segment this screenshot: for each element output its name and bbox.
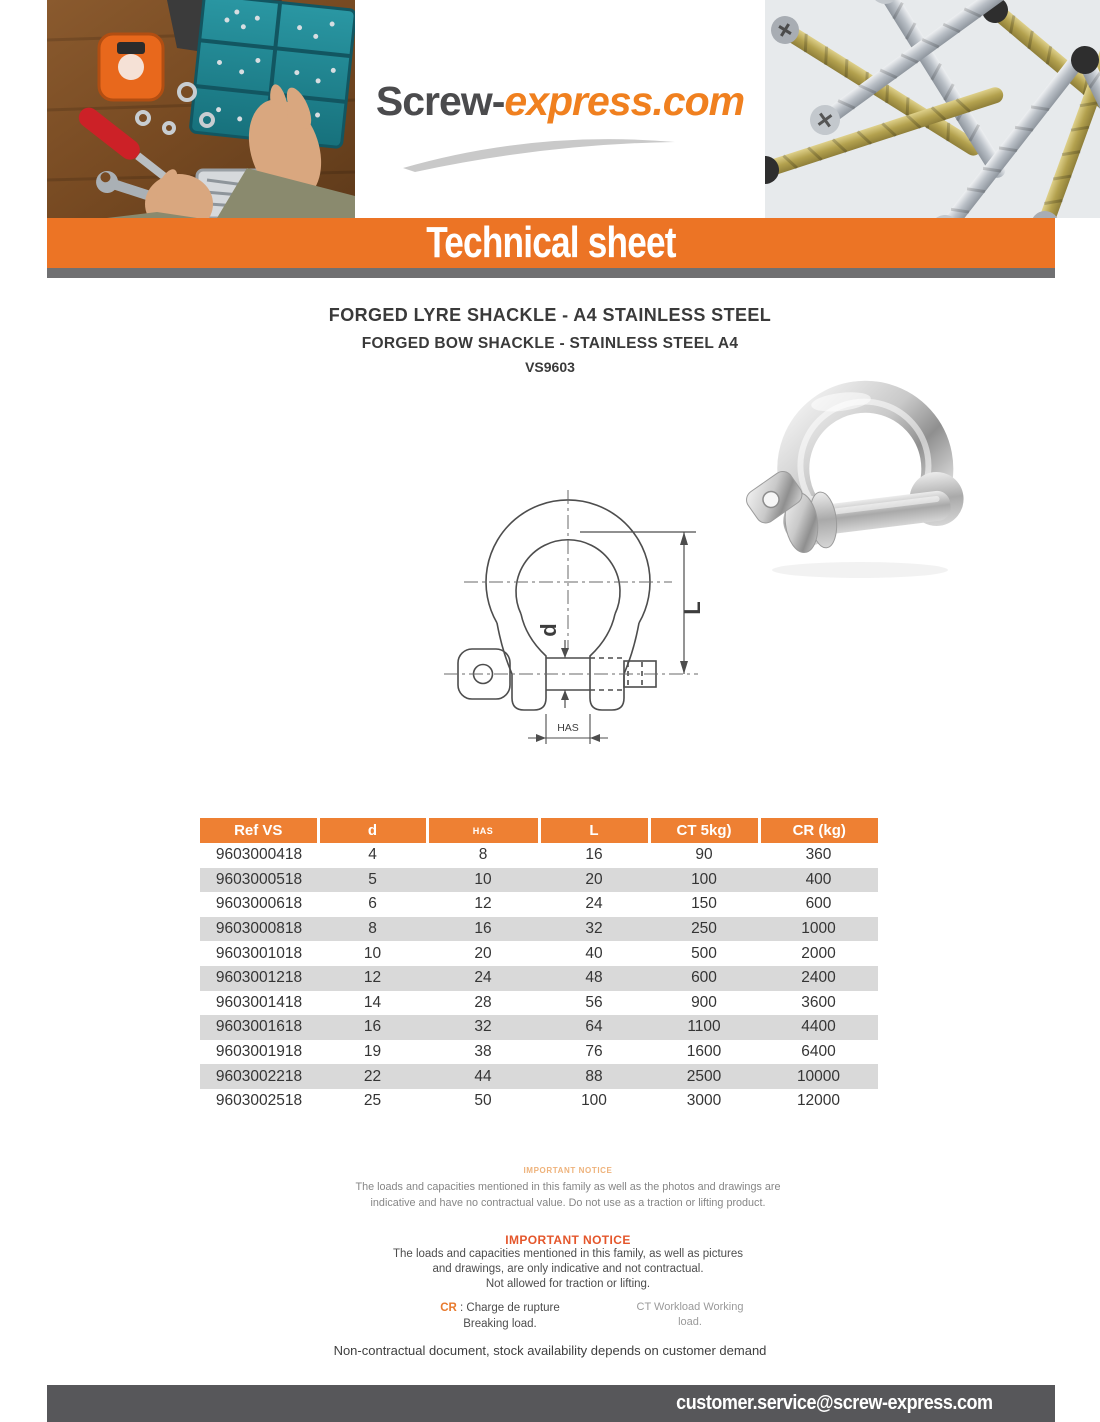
column-header-ref-vs: Ref VS (200, 818, 318, 843)
table-cell: 6 (368, 895, 377, 913)
table-cell: 14 (363, 993, 382, 1011)
column-header-d: d (318, 818, 427, 843)
table-cell: 9603001018 (215, 944, 303, 962)
table-cell: 88 (539, 1064, 649, 1089)
tape-measure (99, 34, 163, 100)
table-cell: 32 (427, 1015, 539, 1040)
table-cell: 8 (478, 846, 488, 864)
screws-photo (765, 0, 1100, 218)
table-cell: 44 (427, 1064, 539, 1089)
product-subtitle: FORGED BOW SHACKLE - STAINLESS STEEL A4 (361, 335, 739, 352)
table-cell: 1100 (649, 1015, 759, 1040)
table-cell: 9603000818 (200, 917, 318, 942)
footer-email: customer.service@screw-express.com (676, 1392, 993, 1414)
column-header-has: HAS (427, 818, 539, 843)
table-cell: 16 (585, 846, 603, 864)
notice-main-line2: and drawings, are only indicative and not contractual. (432, 1263, 704, 1276)
dimensions-table (200, 818, 878, 1114)
table-cell: 1600 (686, 1043, 722, 1061)
table-cell: 9603000418 (215, 846, 303, 864)
table-cell: 38 (474, 1043, 492, 1061)
table-cell: 19 (363, 1043, 382, 1061)
table-cell: 250 (649, 917, 759, 942)
logo-swoosh (395, 128, 695, 172)
table-cell: 100 (649, 868, 759, 893)
dimension-label-l: L (680, 601, 705, 615)
table-row (200, 941, 878, 966)
logo-text (355, 78, 765, 125)
table-cell: 28 (474, 993, 492, 1011)
table-cell: 3000 (686, 1092, 722, 1110)
table-cell: 22 (318, 1064, 427, 1089)
table-cell: 32 (539, 917, 649, 942)
table-cell: 20 (474, 944, 492, 962)
table-row (200, 892, 878, 917)
table-cell: 9603002218 (200, 1064, 318, 1089)
table-cell: 76 (585, 1043, 603, 1061)
notice-main-heading: IMPORTANT NOTICE (505, 1233, 631, 1247)
table-cell: 48 (539, 966, 649, 991)
table-cell: 8 (318, 917, 427, 942)
table-cell: 360 (805, 846, 832, 864)
table-row (200, 1015, 878, 1040)
logo-part-screw: Screw- (375, 78, 505, 124)
table-cell: 9603001418 (215, 993, 303, 1011)
cr-key: CR (440, 1302, 457, 1314)
ct-label-line2: load. (678, 1316, 702, 1329)
product-photo (738, 348, 983, 588)
table-cell: 500 (691, 944, 717, 962)
table-cell: 400 (759, 868, 878, 893)
table-cell: 9603000518 (200, 868, 318, 893)
table-cell: 4400 (759, 1015, 878, 1040)
table-cell: 9603002518 (215, 1092, 303, 1110)
workbench-photo (47, 0, 355, 218)
table-cell: 2400 (759, 966, 878, 991)
table-cell: 5 (318, 868, 427, 893)
table-row (200, 1040, 878, 1065)
table-cell: 2000 (801, 944, 836, 962)
logo-part-express: express.com (504, 78, 745, 124)
divider-bar (47, 268, 1055, 278)
table-cell: 10 (427, 868, 539, 893)
table-row (200, 843, 878, 868)
notice-faded-heading: IMPORTANT NOTICE (523, 1166, 613, 1175)
table-cell: 600 (805, 895, 832, 913)
product-reference: VS9603 (525, 359, 575, 375)
table-cell: 600 (649, 966, 759, 991)
table-row (200, 1064, 878, 1089)
banner (47, 218, 1055, 268)
table-row (200, 991, 878, 1016)
column-header-ct-5kg: CT 5kg) (649, 818, 759, 843)
table-cell: 25 (363, 1092, 382, 1110)
ct-abbreviation (605, 1300, 775, 1331)
table-cell: 9603001618 (200, 1015, 318, 1040)
table-cell: 90 (695, 846, 713, 864)
logo (355, 0, 765, 218)
table-cell: 100 (581, 1092, 607, 1110)
table-cell: 12000 (796, 1092, 841, 1110)
notice-main (348, 1233, 788, 1293)
table-row (200, 917, 878, 942)
banner-title: Technical sheet (426, 218, 676, 267)
column-header-cr-kg: CR (kg) (759, 818, 878, 843)
table-cell: 24 (427, 966, 539, 991)
technical-drawing (428, 452, 713, 767)
table-cell: 16 (427, 917, 539, 942)
table-cell: 4 (368, 846, 377, 864)
table-cell: 9603001918 (215, 1043, 303, 1061)
product-title: FORGED LYRE SHACKLE - A4 STAINLESS STEEL (328, 305, 772, 325)
table-cell: 3600 (801, 993, 836, 1011)
table-cell: 12 (474, 895, 492, 913)
dimension-label-d: d (536, 623, 561, 637)
ct-label-line1: CT Workload Working (636, 1301, 744, 1313)
table-cell: 24 (585, 895, 603, 913)
cr-french-label: : Charge de rupture (456, 1302, 560, 1314)
table-cell: 12 (318, 966, 427, 991)
table-cell: 9603000618 (215, 895, 303, 913)
footer (47, 1385, 1055, 1422)
cr-abbreviation (405, 1300, 595, 1332)
table-cell: 64 (539, 1015, 649, 1040)
table-cell: 16 (318, 1015, 427, 1040)
table-cell: 2500 (649, 1064, 759, 1089)
table-row (200, 868, 878, 893)
table-cell: 1000 (759, 917, 878, 942)
column-header-l: L (539, 818, 649, 843)
notice-faded-body: The loads and capacities mentioned in this family as well as the photos and drawings are indicative and have no contractual value. Do not use as a traction or lifting product. (355, 1181, 781, 1210)
table-cell: 50 (474, 1092, 492, 1110)
dimension-label-has: HAS (557, 722, 579, 734)
table-cell: 10 (363, 944, 382, 962)
table-cell: 150 (691, 895, 717, 913)
footnote: Non-contractual document, stock availability depends on customer demand (333, 1343, 767, 1358)
table-row (200, 1089, 878, 1114)
table-cell: 6400 (801, 1043, 836, 1061)
table-header-row (200, 818, 878, 843)
table-cell: 40 (585, 944, 603, 962)
table-cell: 9603001218 (200, 966, 318, 991)
table-cell: 56 (585, 993, 603, 1011)
table-row (200, 966, 878, 991)
table-cell: 10000 (759, 1064, 878, 1089)
notice-faded (348, 1166, 788, 1211)
table-cell: 900 (691, 993, 717, 1011)
table-cell: 20 (539, 868, 649, 893)
notice-main-line1: The loads and capacities mentioned in this family, as well as pictures (392, 1248, 744, 1260)
notice-main-line3: Not allowed for traction or lifting. (485, 1278, 651, 1291)
cr-english-label: Breaking load. (463, 1318, 537, 1331)
